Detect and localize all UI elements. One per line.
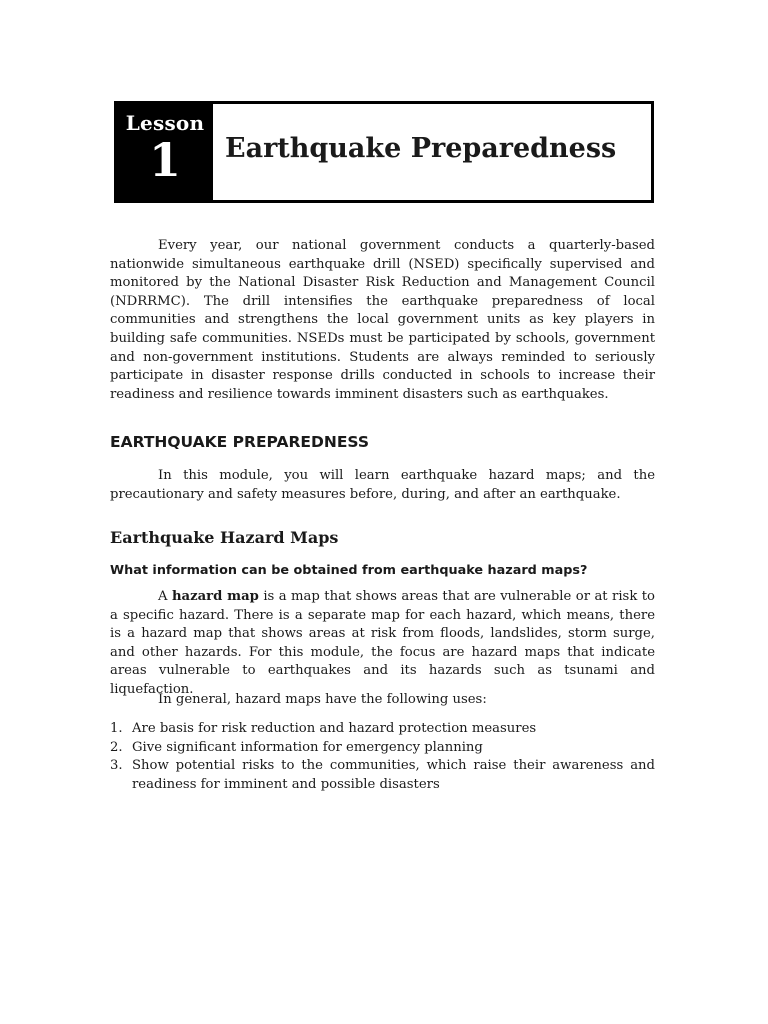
uses-list	[110, 720, 655, 794]
lesson-title: Earthquake Preparedness	[225, 132, 617, 164]
lesson-header	[114, 101, 654, 203]
list-item-text: Are basis for risk reduction and hazard protection measures	[132, 721, 537, 736]
list-item-number: 1.	[110, 721, 123, 736]
list-item-number: 2.	[110, 739, 123, 755]
list-item	[110, 739, 655, 758]
uses-intro: In general, hazard maps have the following uses:	[158, 692, 487, 707]
hazard-map-prefix: A	[158, 589, 172, 604]
list-item-text: Show potential risks to the communities, which raise their awareness and readiness for imminent and possible disasters	[132, 758, 655, 792]
lesson-label: Lesson	[125, 111, 205, 135]
list-item	[110, 720, 655, 739]
hazard-map-definition: is a map that shows areas that are vulnerable or at risk to a specific hazard. There is a separate map for each hazard, which means, there is a hazard map that shows areas at risk from floods, landslides, storm surge, and other hazards. For this module, the focus are hazard maps that indicate areas vulnerable to earthquakes and its hazards such as tsunami and liquefaction.	[110, 589, 655, 697]
lesson-number-block	[117, 104, 213, 200]
lesson-number: 1	[148, 133, 181, 187]
list-item	[110, 757, 655, 794]
section-paragraph: In this module, you will learn earthquake hazard maps; and the precautionary and safety measures before, during, and after an earthquake.	[110, 468, 655, 502]
hazard-maps-question: What information can be obtained from earthquake hazard maps?	[110, 563, 588, 578]
hazard-map-paragraph	[110, 588, 655, 700]
intro-paragraph: Every year, our national government conducts a quarterly-based nationwide simultaneous earthquake drill (NSED) specifically supervised and monitored by the National Disaster Risk Reduction and Management Council (NDRRMC). The drill intensifies the earthquake preparedness of local communities and strengthens the local government units as key players in building safe communities. NSEDs must be participated by schools, government and non-government institutions. Students are always reminded to seriously participate in disaster response drills conducted in schools to increase their readiness and resilience towards imminent disasters such as earthquakes.	[110, 238, 655, 402]
list-item-number: 3.	[110, 758, 123, 774]
hazard-map-term: hazard map	[171, 589, 259, 604]
hazard-maps-heading: Earthquake Hazard Maps	[110, 528, 339, 547]
list-item-text: Give significant information for emergency planning	[132, 739, 483, 755]
section-heading: EARTHQUAKE PREPAREDNESS	[110, 433, 370, 451]
